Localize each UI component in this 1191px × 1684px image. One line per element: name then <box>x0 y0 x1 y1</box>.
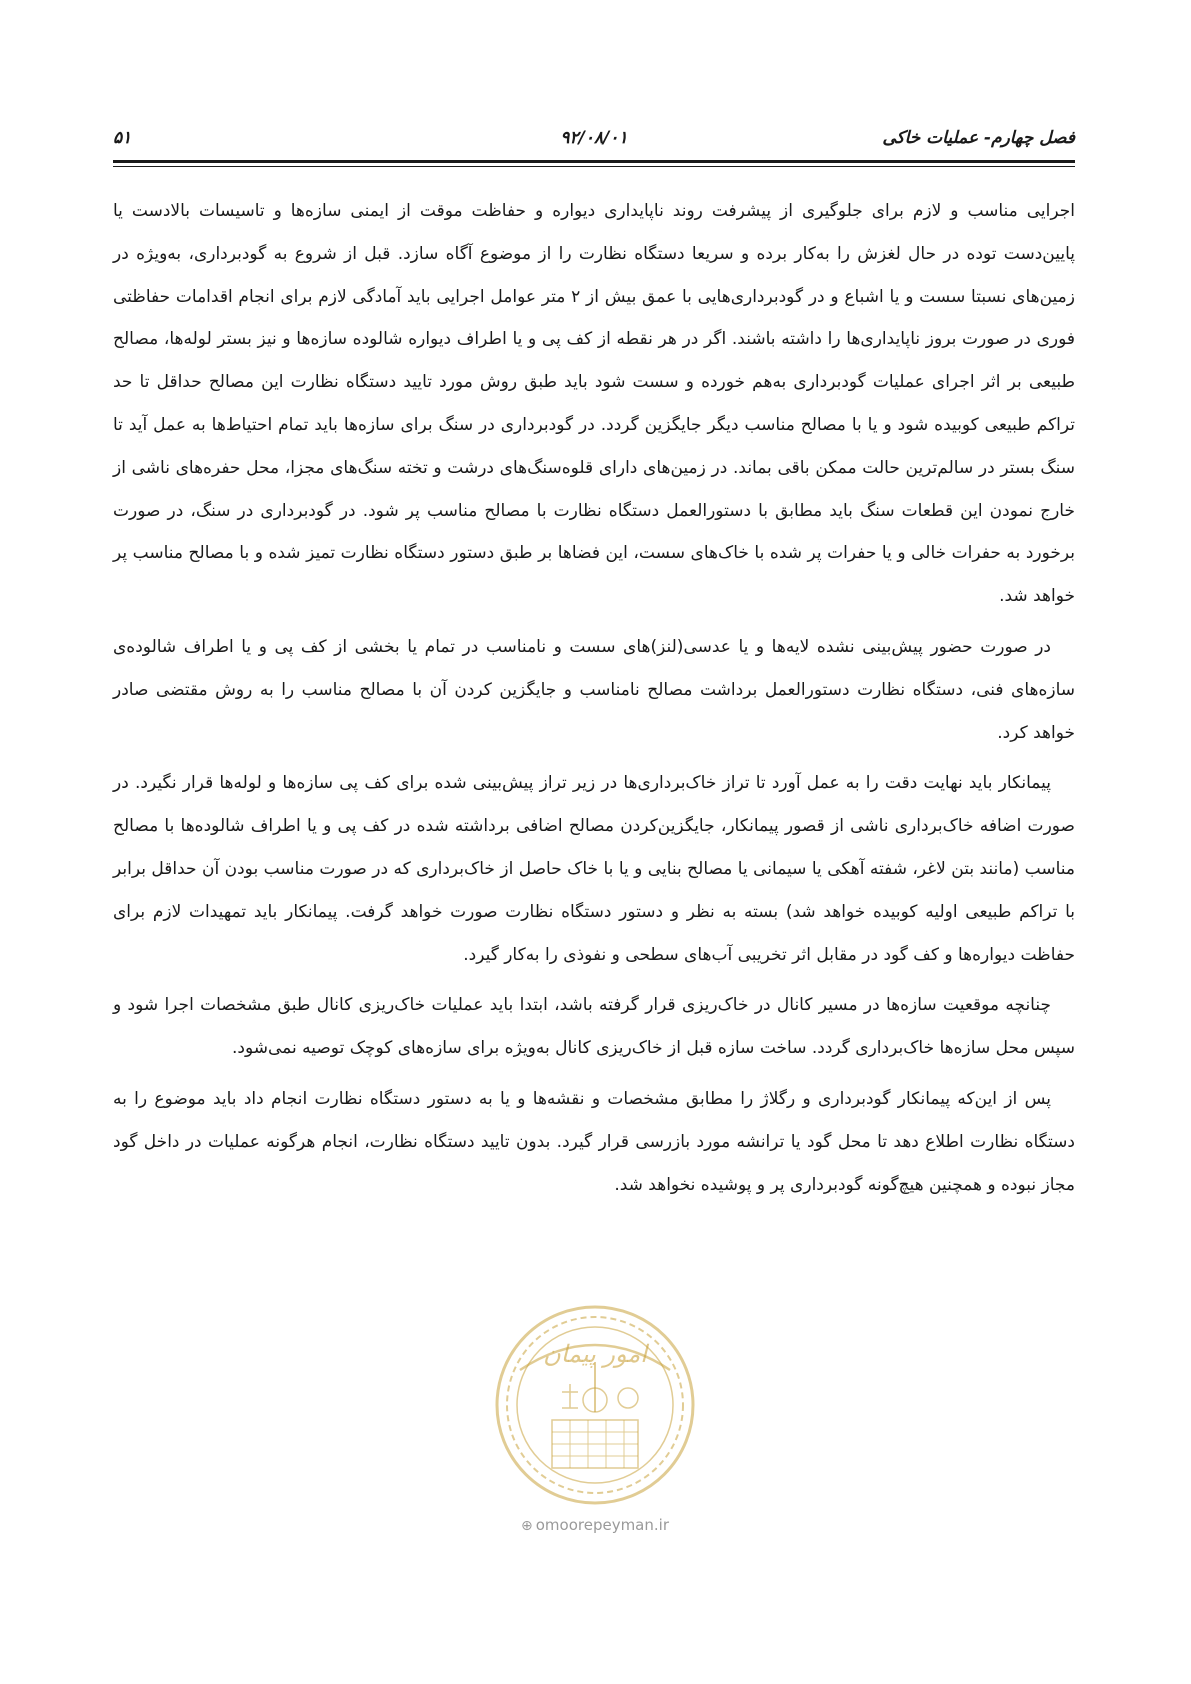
page-header <box>113 128 1075 160</box>
header-rule-thick <box>113 160 1075 163</box>
revision-date: ۹۲/۰۸/۰۱ <box>560 128 628 148</box>
paragraph-5: پس از این‌که پیمانکار گودبرداری و رگلاژ را مطابق مشخصات و نقشه‌ها و یا به دستور دستگاه نظارت انجام داد باید موضوع را به دستگاه نظارت اطلاع دهد تا محل گود یا ترانشه مورد بازرسی قرار گیرد. بدون تایید دستگاه نظارت، انجام هرگونه عملیات در داخل گود مجاز نبوده و همچنین هیچ‌گونه گودبرداری پر و پوشیده نخواهد شد. <box>113 1088 1075 1195</box>
paragraph-3: پیمانکار باید نهایت دقت را به عمل آورد تا تراز خاک‌برداری‌ها در زیر تراز پیش‌بینی شده برای کف پی سازه‌ها و لوله‌ها قرار نگیرد. در صورت اضافه خاک‌برداری ناشی از قصور پیمانکار، جایگزین‌کردن مصالح اضافی برداشته شده در کف پی و یا اطراف شالوده‌ها با مصالح مناسب (مانند بتن لاغر، شفته آهکی یا سیمانی یا مصالح بنایی و یا با خاک حاصل از خاک‌برداری که در صورت مناسب بودن آن حداقل برابر با تراکم طبیعی اولیه کوبیده خواهد شد) بسته به نظر و دستور دستگاه نظارت صورت خواهد گرفت. پیمانکار باید تمهیدات لازم برای حفاظت دیواره‌ها و کف گود در مقابل اثر تخریبی آب‌های سطحی و نفوذی را به‌کار گیرد. <box>113 773 1075 965</box>
globe-icon: ⊕ <box>521 1518 533 1534</box>
watermark-seal <box>490 1300 700 1510</box>
body-text <box>113 190 1075 1214</box>
watermark-logo-text: امور پیمان <box>543 1340 647 1368</box>
chapter-title: فصل چهارم- عملیات خاکی <box>882 128 1075 148</box>
watermark-website <box>495 1516 695 1534</box>
page-number: ۵۱ <box>113 128 132 148</box>
header-rule-thin <box>113 166 1075 167</box>
website-text: omoorepeyman.ir <box>535 1516 669 1534</box>
paragraph-2: در صورت حضور پیش‌بینی نشده لایه‌ها و یا عدسی(لنز)های سست و نامناسب در تمام یا بخشی از کف پی و یا اطراف شالوده‌ی سازه‌های فنی، دستگاه نظارت دستورالعمل برداشت مصالح نامناسب و جایگزین کردن آن با مصالح مناسب را به روش مقتضی صادر خواهد کرد. <box>113 636 1075 743</box>
paragraph-1: اجرایی مناسب و لازم برای جلوگیری از پیشرفت روند ناپایداری دیواره و حفاظت موقت از ایمنی سازه‌ها و تاسیسات بالادست یا پایین‌دست توده در حال لغزش را به‌کار برده و سریعا دستگاه نظارت را از موضوع آگاه سازد. قبل از شروع به گودبرداری، به‌ویژه در زمین‌های نسبتا سست و یا اشباع و در گودبرداری‌هایی با عمق بیش از ۲ متر عوامل اجرایی باید آمادگی لازم برای انجام اقدامات حفاظتی فوری در صورت بروز ناپایداری‌ها را داشته باشند. اگر در هر نقطه از کف پی و یا اطراف دیواره شالوده سازه‌ها و نیز بستر لوله‌ها، مصالح طبیعی بر اثر اجرای عملیات گودبرداری به‌هم خورده و سست شود باید طبق روش مورد تایید دستگاه نظارت این مصالح حداقل تا حد تراکم طبیعی کوبیده شود و یا با مصالح مناسب دیگر جایگزین گردد. در گودبرداری در سنگ برای سازه‌ها باید تمام احتیاط‌ها به عمل آید تا سنگ بستر در سالم‌ترین حالت ممکن باقی بماند. در زمین‌های دارای قلوه‌سنگ‌های درشت و تخته سنگ‌های مجزا، محل حفره‌های ناشی از خارج نمودن این قطعات سنگ باید مطابق با دستورالعمل دستگاه نظارت با مصالح مناسب پر شود. در گودبرداری در سنگ، در صورت برخورد به حفرات خالی و یا حفرات پر شده با خاک‌های سست، این فضاها بر طبق دستور دستگاه نظارت تمیز شده و با مصالح مناسب پر خواهد شد. <box>113 201 1075 607</box>
paragraph-4: چنانچه موقعیت سازه‌ها در مسیر کانال در خاک‌ریزی قرار گرفته باشد، ابتدا باید عملیات خاک‌ریزی کانال طبق مشخصات اجرا شود و سپس محل سازه‌ها خاک‌برداری گردد. ساخت سازه قبل از خاک‌ریزی کانال به‌ویژه برای سازه‌های کوچک توصیه نمی‌شود. <box>113 995 1075 1059</box>
